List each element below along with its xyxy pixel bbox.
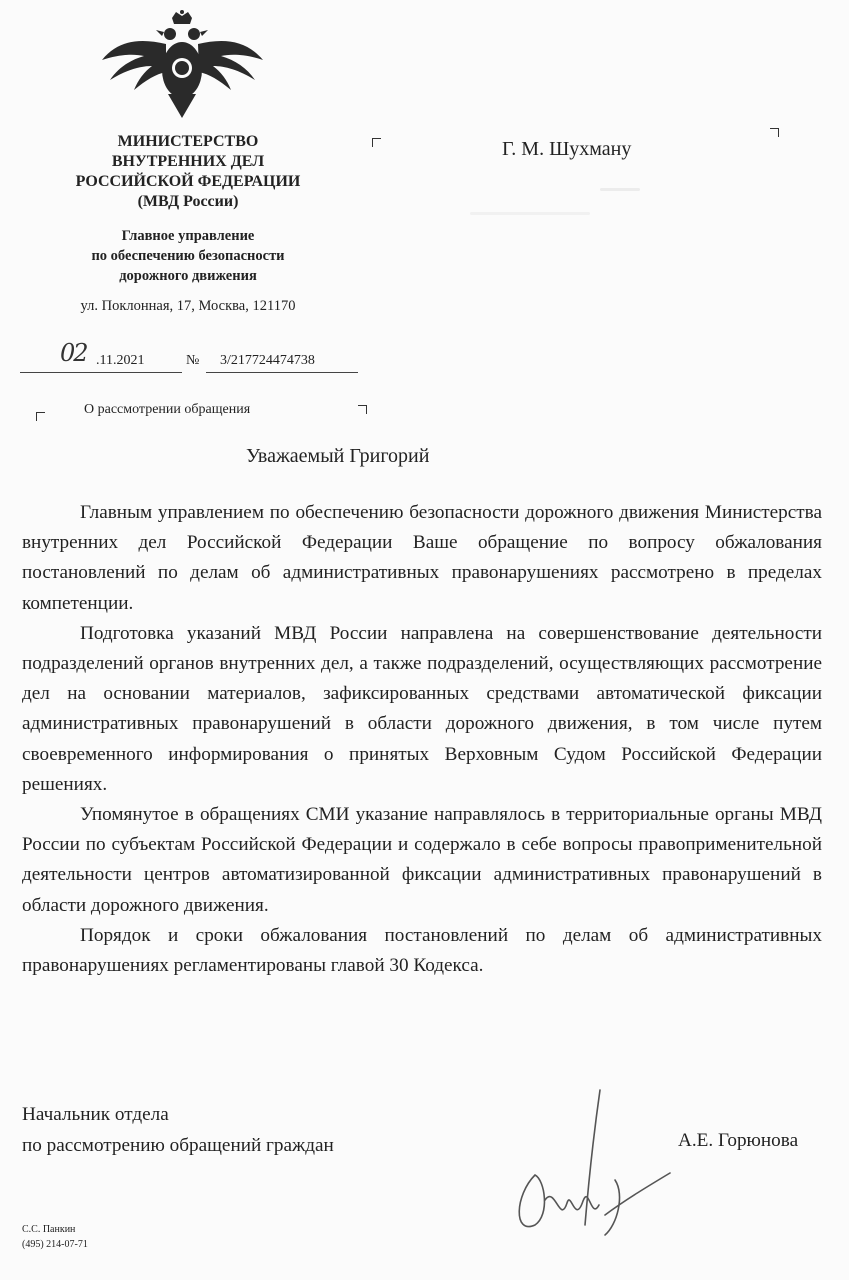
addressee-corner-mark [770, 128, 779, 137]
number-sign: № [186, 353, 200, 368]
signer-position-line: по рассмотрению обращений граждан [22, 1135, 334, 1156]
executor-info [22, 1222, 88, 1252]
signer-position [22, 1099, 334, 1161]
signer-position-line: Начальник отдела [22, 1104, 169, 1125]
date-underline [20, 372, 182, 373]
handwritten-signature-icon [505, 1085, 675, 1245]
registration-number: 3/217724474738 [220, 353, 315, 368]
body-paragraph: Подготовка указаний МВД России направлена на совершенствование деятельности подразделений органов внутренних дел, а также подразделений, осуществляющих рассмотрение дел на основании материалов, зафиксированных средствами автоматической фиксации административных правонарушений в области дорожного движения, в том числе путем своевременного информирования о принятых Верховным Судом Российской Федерации решениях. [22, 622, 822, 795]
subject-corner-mark [36, 412, 45, 421]
body-paragraph: Упомянутое в обращениях СМИ указание направлялось в территориальные органы МВД России по субъектам Российской Федерации и содержало в себе вопросы правоприменительной деятельности центров автоматизированной фиксации административных правонарушений в области дорожного движения. [22, 804, 822, 916]
department-name-line: по обеспечению безопасности [91, 248, 285, 264]
greeting: Уважаемый Григорий [246, 445, 430, 467]
org-name-line: (МВД России) [137, 193, 239, 210]
body-paragraph: Порядок и сроки обжалования постановлений по делам об административных правонарушениях регламентированы главой 30 Кодекса. [22, 924, 822, 977]
department-name-line: Главное управление [121, 228, 255, 244]
addressee-name: Г. М. Шухману [502, 138, 632, 160]
executor-phone: (495) 214-07-71 [22, 1239, 88, 1250]
org-name-block [28, 132, 348, 212]
redacted-line [470, 212, 590, 215]
executor-name: С.С. Панкин [22, 1224, 76, 1235]
mvd-eagle-emblem-icon [100, 10, 265, 120]
redacted-line [600, 188, 640, 191]
addressee-corner-mark [372, 138, 381, 147]
org-address: ул. Поклонная, 17, Москва, 121170 [80, 298, 296, 314]
handwritten-date: 02 [60, 339, 87, 367]
department-name-block [28, 226, 348, 286]
registration-row [20, 339, 360, 373]
subject-line: О рассмотрении обращения [84, 402, 251, 417]
date-month-year: .11.2021 [96, 353, 145, 368]
signer-name: А.Е. Горюнова [678, 1130, 799, 1151]
department-name-line: дорожного движения [119, 268, 257, 284]
number-underline [206, 372, 358, 373]
org-name-line: МИНИСТЕРСТВО [117, 133, 259, 150]
body-paragraph: Главным управлением по обеспечению безопасности дорожного движения Министерства внутренних дел Российской Федерации Ваше обращение по вопросу обжалования постановлений по делам об административных правонарушениях рассмотрено в пределах компетенции. [22, 502, 822, 614]
letter-body [22, 498, 822, 981]
org-name-line: РОССИЙСКОЙ ФЕДЕРАЦИИ [75, 173, 301, 190]
org-name-line: ВНУТРЕННИХ ДЕЛ [111, 153, 265, 170]
subject-corner-mark [358, 405, 367, 414]
